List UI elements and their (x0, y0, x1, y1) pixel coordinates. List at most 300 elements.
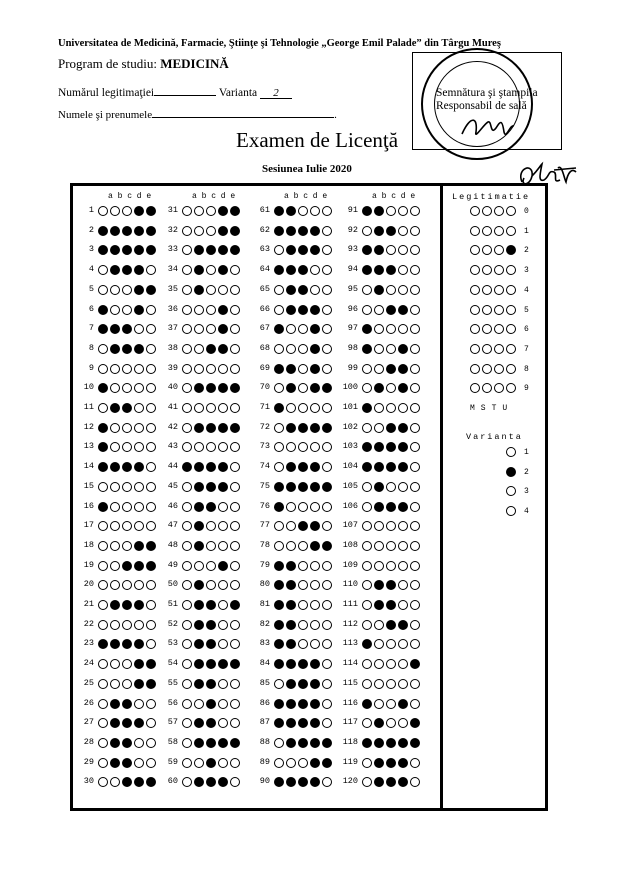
answer-bubble-c[interactable] (122, 364, 132, 374)
answer-bubble-c[interactable] (386, 482, 396, 492)
answer-bubble-b[interactable] (374, 206, 384, 216)
legitimatie-bubble[interactable] (494, 285, 504, 295)
answer-bubble-c[interactable] (122, 305, 132, 315)
answer-bubble-e[interactable] (146, 364, 156, 374)
answer-bubble-a[interactable] (274, 305, 284, 315)
answer-bubble-d[interactable] (398, 285, 408, 295)
answer-bubble-d[interactable] (398, 738, 408, 748)
answer-bubble-a[interactable] (362, 738, 372, 748)
answer-bubble-b[interactable] (286, 482, 296, 492)
answer-bubble-e[interactable] (146, 620, 156, 630)
answer-bubble-d[interactable] (134, 206, 144, 216)
answer-bubble-c[interactable] (122, 758, 132, 768)
answer-bubble-a[interactable] (362, 758, 372, 768)
answer-bubble-d[interactable] (218, 502, 228, 512)
answer-bubble-b[interactable] (286, 561, 296, 571)
answer-bubble-c[interactable] (386, 600, 396, 610)
answer-bubble-b[interactable] (110, 541, 120, 551)
answer-bubble-e[interactable] (322, 482, 332, 492)
answer-bubble-a[interactable] (362, 344, 372, 354)
answer-bubble-b[interactable] (286, 285, 296, 295)
answer-bubble-e[interactable] (146, 502, 156, 512)
legitimatie-bubble[interactable] (482, 285, 492, 295)
answer-bubble-b[interactable] (286, 206, 296, 216)
answer-bubble-c[interactable] (298, 285, 308, 295)
answer-bubble-c[interactable] (298, 541, 308, 551)
legitimatie-bubble[interactable] (470, 344, 480, 354)
answer-bubble-a[interactable] (182, 482, 192, 492)
answer-bubble-b[interactable] (286, 502, 296, 512)
answer-bubble-d[interactable] (398, 620, 408, 630)
answer-bubble-d[interactable] (218, 344, 228, 354)
answer-bubble-e[interactable] (322, 403, 332, 413)
answer-bubble-e[interactable] (410, 561, 420, 571)
answer-bubble-d[interactable] (218, 403, 228, 413)
answer-bubble-d[interactable] (310, 226, 320, 236)
answer-bubble-c[interactable] (298, 561, 308, 571)
answer-bubble-c[interactable] (298, 758, 308, 768)
legitimatie-bubble[interactable] (494, 226, 504, 236)
answer-bubble-b[interactable] (194, 482, 204, 492)
answer-bubble-d[interactable] (134, 226, 144, 236)
answer-bubble-a[interactable] (362, 226, 372, 236)
legitimatie-bubble[interactable] (506, 206, 516, 216)
answer-bubble-c[interactable] (386, 699, 396, 709)
answer-bubble-a[interactable] (362, 561, 372, 571)
answer-bubble-a[interactable] (362, 403, 372, 413)
answer-bubble-d[interactable] (134, 403, 144, 413)
answer-bubble-a[interactable] (98, 620, 108, 630)
answer-bubble-a[interactable] (274, 364, 284, 374)
varianta-bubble-2[interactable] (506, 467, 516, 477)
answer-bubble-a[interactable] (98, 285, 108, 295)
answer-bubble-d[interactable] (218, 206, 228, 216)
legitimatie-bubble[interactable] (506, 305, 516, 315)
answer-bubble-b[interactable] (286, 423, 296, 433)
answer-bubble-e[interactable] (230, 403, 240, 413)
answer-bubble-e[interactable] (410, 403, 420, 413)
answer-bubble-a[interactable] (182, 502, 192, 512)
answer-bubble-d[interactable] (218, 423, 228, 433)
answer-bubble-e[interactable] (230, 482, 240, 492)
answer-bubble-b[interactable] (194, 561, 204, 571)
answer-bubble-d[interactable] (218, 226, 228, 236)
answer-bubble-a[interactable] (98, 699, 108, 709)
answer-bubble-d[interactable] (398, 600, 408, 610)
answer-bubble-e[interactable] (322, 206, 332, 216)
answer-bubble-e[interactable] (146, 679, 156, 689)
answer-bubble-d[interactable] (310, 541, 320, 551)
legitimatie-bubble[interactable] (494, 206, 504, 216)
answer-bubble-b[interactable] (110, 738, 120, 748)
answer-bubble-c[interactable] (206, 738, 216, 748)
answer-bubble-c[interactable] (298, 206, 308, 216)
answer-bubble-a[interactable] (274, 679, 284, 689)
answer-bubble-e[interactable] (230, 561, 240, 571)
answer-bubble-a[interactable] (182, 285, 192, 295)
answer-bubble-c[interactable] (386, 226, 396, 236)
answer-bubble-e[interactable] (410, 738, 420, 748)
answer-bubble-a[interactable] (182, 699, 192, 709)
answer-bubble-c[interactable] (386, 679, 396, 689)
answer-bubble-b[interactable] (286, 541, 296, 551)
answer-bubble-d[interactable] (398, 561, 408, 571)
answer-bubble-a[interactable] (182, 403, 192, 413)
answer-bubble-d[interactable] (310, 206, 320, 216)
answer-bubble-a[interactable] (362, 699, 372, 709)
answer-bubble-d[interactable] (310, 758, 320, 768)
answer-bubble-b[interactable] (286, 305, 296, 315)
answer-bubble-b[interactable] (110, 679, 120, 689)
answer-bubble-d[interactable] (134, 502, 144, 512)
answer-bubble-a[interactable] (274, 482, 284, 492)
answer-bubble-e[interactable] (230, 344, 240, 354)
answer-bubble-a[interactable] (182, 541, 192, 551)
answer-bubble-a[interactable] (98, 423, 108, 433)
answer-bubble-c[interactable] (122, 403, 132, 413)
answer-bubble-c[interactable] (386, 305, 396, 315)
answer-bubble-a[interactable] (274, 206, 284, 216)
answer-bubble-a[interactable] (362, 502, 372, 512)
answer-bubble-b[interactable] (374, 285, 384, 295)
answer-bubble-d[interactable] (398, 541, 408, 551)
answer-bubble-a[interactable] (274, 561, 284, 571)
answer-bubble-e[interactable] (410, 226, 420, 236)
answer-bubble-a[interactable] (182, 738, 192, 748)
answer-bubble-c[interactable] (206, 679, 216, 689)
answer-bubble-e[interactable] (322, 285, 332, 295)
answer-bubble-d[interactable] (218, 758, 228, 768)
answer-bubble-e[interactable] (146, 285, 156, 295)
answer-bubble-e[interactable] (230, 679, 240, 689)
answer-bubble-b[interactable] (194, 600, 204, 610)
answer-bubble-e[interactable] (146, 758, 156, 768)
answer-bubble-e[interactable] (322, 344, 332, 354)
answer-bubble-d[interactable] (134, 600, 144, 610)
answer-bubble-c[interactable] (206, 600, 216, 610)
answer-bubble-b[interactable] (110, 600, 120, 610)
answer-bubble-b[interactable] (286, 758, 296, 768)
answer-bubble-c[interactable] (298, 482, 308, 492)
answer-bubble-d[interactable] (134, 364, 144, 374)
answer-bubble-c[interactable] (206, 502, 216, 512)
answer-bubble-e[interactable] (322, 679, 332, 689)
answer-bubble-b[interactable] (374, 502, 384, 512)
answer-bubble-c[interactable] (206, 620, 216, 630)
answer-bubble-e[interactable] (410, 305, 420, 315)
answer-bubble-b[interactable] (374, 541, 384, 551)
answer-bubble-a[interactable] (98, 305, 108, 315)
answer-bubble-a[interactable] (362, 285, 372, 295)
answer-bubble-a[interactable] (98, 344, 108, 354)
answer-bubble-e[interactable] (230, 699, 240, 709)
answer-bubble-a[interactable] (274, 502, 284, 512)
answer-bubble-e[interactable] (230, 226, 240, 236)
answer-bubble-d[interactable] (134, 344, 144, 354)
answer-bubble-c[interactable] (298, 600, 308, 610)
answer-bubble-a[interactable] (274, 738, 284, 748)
answer-bubble-b[interactable] (286, 344, 296, 354)
answer-bubble-c[interactable] (122, 699, 132, 709)
answer-bubble-a[interactable] (98, 738, 108, 748)
answer-bubble-a[interactable] (274, 699, 284, 709)
answer-bubble-d[interactable] (398, 502, 408, 512)
answer-bubble-d[interactable] (134, 679, 144, 689)
answer-bubble-c[interactable] (122, 561, 132, 571)
answer-bubble-e[interactable] (410, 423, 420, 433)
answer-bubble-d[interactable] (398, 305, 408, 315)
answer-bubble-b[interactable] (374, 423, 384, 433)
answer-bubble-c[interactable] (122, 502, 132, 512)
answer-bubble-a[interactable] (274, 403, 284, 413)
answer-bubble-a[interactable] (362, 679, 372, 689)
answer-bubble-d[interactable] (134, 561, 144, 571)
answer-bubble-d[interactable] (218, 364, 228, 374)
answer-bubble-e[interactable] (146, 423, 156, 433)
legitimatie-bubble[interactable] (506, 364, 516, 374)
legitimatie-bubble[interactable] (482, 206, 492, 216)
answer-bubble-c[interactable] (122, 541, 132, 551)
answer-bubble-d[interactable] (310, 423, 320, 433)
answer-bubble-c[interactable] (122, 344, 132, 354)
answer-bubble-b[interactable] (110, 758, 120, 768)
answer-bubble-d[interactable] (398, 423, 408, 433)
answer-bubble-c[interactable] (298, 423, 308, 433)
answer-bubble-c[interactable] (206, 285, 216, 295)
answer-bubble-b[interactable] (194, 364, 204, 374)
answer-bubble-a[interactable] (182, 305, 192, 315)
answer-bubble-b[interactable] (374, 758, 384, 768)
answer-bubble-b[interactable] (286, 679, 296, 689)
answer-bubble-c[interactable] (206, 423, 216, 433)
answer-bubble-e[interactable] (410, 364, 420, 374)
answer-bubble-d[interactable] (218, 699, 228, 709)
answer-bubble-c[interactable] (386, 344, 396, 354)
answer-bubble-d[interactable] (398, 344, 408, 354)
answer-bubble-c[interactable] (122, 226, 132, 236)
answer-bubble-d[interactable] (134, 738, 144, 748)
answer-bubble-e[interactable] (146, 482, 156, 492)
answer-bubble-d[interactable] (310, 285, 320, 295)
answer-bubble-a[interactable] (362, 305, 372, 315)
answer-bubble-b[interactable] (286, 403, 296, 413)
answer-bubble-a[interactable] (362, 620, 372, 630)
answer-bubble-e[interactable] (410, 699, 420, 709)
answer-bubble-c[interactable] (122, 620, 132, 630)
answer-bubble-d[interactable] (310, 679, 320, 689)
answer-bubble-a[interactable] (362, 206, 372, 216)
answer-bubble-a[interactable] (182, 600, 192, 610)
answer-bubble-b[interactable] (194, 541, 204, 551)
answer-bubble-b[interactable] (110, 344, 120, 354)
answer-bubble-a[interactable] (98, 226, 108, 236)
answer-bubble-a[interactable] (182, 679, 192, 689)
answer-bubble-c[interactable] (298, 620, 308, 630)
answer-bubble-e[interactable] (146, 738, 156, 748)
answer-bubble-a[interactable] (274, 600, 284, 610)
answer-bubble-d[interactable] (218, 285, 228, 295)
answer-bubble-c[interactable] (122, 679, 132, 689)
answer-bubble-b[interactable] (194, 679, 204, 689)
answer-bubble-e[interactable] (410, 679, 420, 689)
answer-bubble-c[interactable] (386, 758, 396, 768)
answer-bubble-d[interactable] (134, 423, 144, 433)
answer-bubble-d[interactable] (218, 600, 228, 610)
answer-bubble-e[interactable] (322, 423, 332, 433)
answer-bubble-a[interactable] (98, 600, 108, 610)
answer-bubble-c[interactable] (298, 305, 308, 315)
answer-bubble-b[interactable] (194, 738, 204, 748)
answer-bubble-d[interactable] (310, 699, 320, 709)
answer-bubble-b[interactable] (194, 758, 204, 768)
answer-bubble-e[interactable] (230, 502, 240, 512)
answer-bubble-a[interactable] (362, 482, 372, 492)
answer-bubble-e[interactable] (322, 758, 332, 768)
answer-bubble-c[interactable] (386, 541, 396, 551)
legitimatie-bubble[interactable] (494, 364, 504, 374)
answer-bubble-d[interactable] (310, 738, 320, 748)
answer-bubble-a[interactable] (98, 403, 108, 413)
answer-bubble-e[interactable] (410, 206, 420, 216)
answer-bubble-d[interactable] (134, 758, 144, 768)
answer-bubble-e[interactable] (146, 541, 156, 551)
answer-bubble-b[interactable] (194, 502, 204, 512)
answer-bubble-a[interactable] (98, 364, 108, 374)
legitimatie-bubble[interactable] (470, 364, 480, 374)
answer-bubble-d[interactable] (310, 620, 320, 630)
answer-bubble-c[interactable] (206, 206, 216, 216)
answer-bubble-b[interactable] (194, 206, 204, 216)
legitimatie-bubble[interactable] (470, 285, 480, 295)
answer-bubble-a[interactable] (98, 541, 108, 551)
answer-bubble-a[interactable] (98, 502, 108, 512)
answer-bubble-e[interactable] (146, 226, 156, 236)
legitimatie-bubble[interactable] (494, 305, 504, 315)
answer-bubble-a[interactable] (182, 364, 192, 374)
answer-bubble-b[interactable] (110, 620, 120, 630)
answer-bubble-e[interactable] (410, 502, 420, 512)
answer-bubble-d[interactable] (134, 285, 144, 295)
answer-bubble-b[interactable] (374, 364, 384, 374)
answer-bubble-b[interactable] (374, 600, 384, 610)
answer-bubble-a[interactable] (362, 364, 372, 374)
answer-bubble-c[interactable] (386, 285, 396, 295)
answer-bubble-d[interactable] (310, 305, 320, 315)
answer-bubble-b[interactable] (194, 285, 204, 295)
answer-bubble-e[interactable] (410, 344, 420, 354)
answer-bubble-d[interactable] (218, 541, 228, 551)
answer-bubble-b[interactable] (110, 423, 120, 433)
answer-bubble-b[interactable] (194, 699, 204, 709)
answer-bubble-e[interactable] (410, 758, 420, 768)
answer-bubble-d[interactable] (398, 679, 408, 689)
answer-bubble-d[interactable] (218, 305, 228, 315)
answer-bubble-d[interactable] (218, 561, 228, 571)
answer-bubble-e[interactable] (322, 541, 332, 551)
answer-bubble-e[interactable] (230, 600, 240, 610)
answer-bubble-b[interactable] (110, 561, 120, 571)
answer-bubble-d[interactable] (398, 226, 408, 236)
answer-bubble-d[interactable] (398, 758, 408, 768)
answer-bubble-b[interactable] (194, 226, 204, 236)
answer-bubble-c[interactable] (206, 541, 216, 551)
answer-bubble-b[interactable] (194, 403, 204, 413)
answer-bubble-c[interactable] (206, 561, 216, 571)
answer-bubble-c[interactable] (298, 403, 308, 413)
legitimatie-bubble[interactable] (506, 344, 516, 354)
answer-bubble-e[interactable] (146, 403, 156, 413)
answer-bubble-a[interactable] (274, 758, 284, 768)
answer-bubble-b[interactable] (374, 738, 384, 748)
answer-bubble-e[interactable] (322, 226, 332, 236)
answer-bubble-c[interactable] (298, 738, 308, 748)
answer-bubble-b[interactable] (374, 403, 384, 413)
answer-bubble-a[interactable] (98, 561, 108, 571)
answer-bubble-a[interactable] (362, 600, 372, 610)
answer-bubble-e[interactable] (322, 738, 332, 748)
answer-bubble-e[interactable] (410, 620, 420, 630)
answer-bubble-d[interactable] (398, 364, 408, 374)
answer-bubble-e[interactable] (146, 699, 156, 709)
answer-bubble-a[interactable] (98, 206, 108, 216)
answer-bubble-b[interactable] (286, 738, 296, 748)
answer-bubble-a[interactable] (98, 679, 108, 689)
answer-bubble-a[interactable] (182, 226, 192, 236)
answer-bubble-a[interactable] (182, 758, 192, 768)
answer-bubble-c[interactable] (122, 482, 132, 492)
answer-bubble-b[interactable] (110, 305, 120, 315)
legitimatie-bubble[interactable] (482, 226, 492, 236)
answer-bubble-e[interactable] (322, 620, 332, 630)
answer-bubble-e[interactable] (230, 285, 240, 295)
answer-bubble-a[interactable] (182, 620, 192, 630)
answer-bubble-e[interactable] (410, 541, 420, 551)
legitimatie-bubble[interactable] (470, 206, 480, 216)
answer-bubble-a[interactable] (274, 226, 284, 236)
answer-bubble-b[interactable] (374, 620, 384, 630)
answer-bubble-d[interactable] (310, 403, 320, 413)
legitimatie-bubble[interactable] (506, 285, 516, 295)
answer-bubble-b[interactable] (110, 699, 120, 709)
answer-bubble-a[interactable] (182, 344, 192, 354)
answer-bubble-a[interactable] (98, 758, 108, 768)
answer-bubble-c[interactable] (206, 482, 216, 492)
answer-bubble-e[interactable] (146, 600, 156, 610)
answer-bubble-e[interactable] (410, 600, 420, 610)
answer-bubble-c[interactable] (122, 206, 132, 216)
answer-bubble-e[interactable] (146, 206, 156, 216)
answer-bubble-d[interactable] (134, 305, 144, 315)
answer-bubble-c[interactable] (206, 305, 216, 315)
varianta-bubble-1[interactable] (506, 447, 516, 457)
answer-bubble-e[interactable] (322, 364, 332, 374)
answer-bubble-b[interactable] (110, 403, 120, 413)
answer-bubble-b[interactable] (110, 364, 120, 374)
answer-bubble-c[interactable] (122, 285, 132, 295)
answer-bubble-e[interactable] (322, 699, 332, 709)
answer-bubble-e[interactable] (322, 502, 332, 512)
answer-bubble-d[interactable] (310, 561, 320, 571)
answer-bubble-e[interactable] (146, 305, 156, 315)
answer-bubble-a[interactable] (362, 541, 372, 551)
answer-bubble-b[interactable] (110, 226, 120, 236)
legitimatie-bubble[interactable] (470, 305, 480, 315)
answer-bubble-b[interactable] (110, 482, 120, 492)
answer-bubble-c[interactable] (298, 679, 308, 689)
answer-bubble-d[interactable] (218, 482, 228, 492)
answer-bubble-e[interactable] (230, 620, 240, 630)
answer-bubble-d[interactable] (310, 482, 320, 492)
